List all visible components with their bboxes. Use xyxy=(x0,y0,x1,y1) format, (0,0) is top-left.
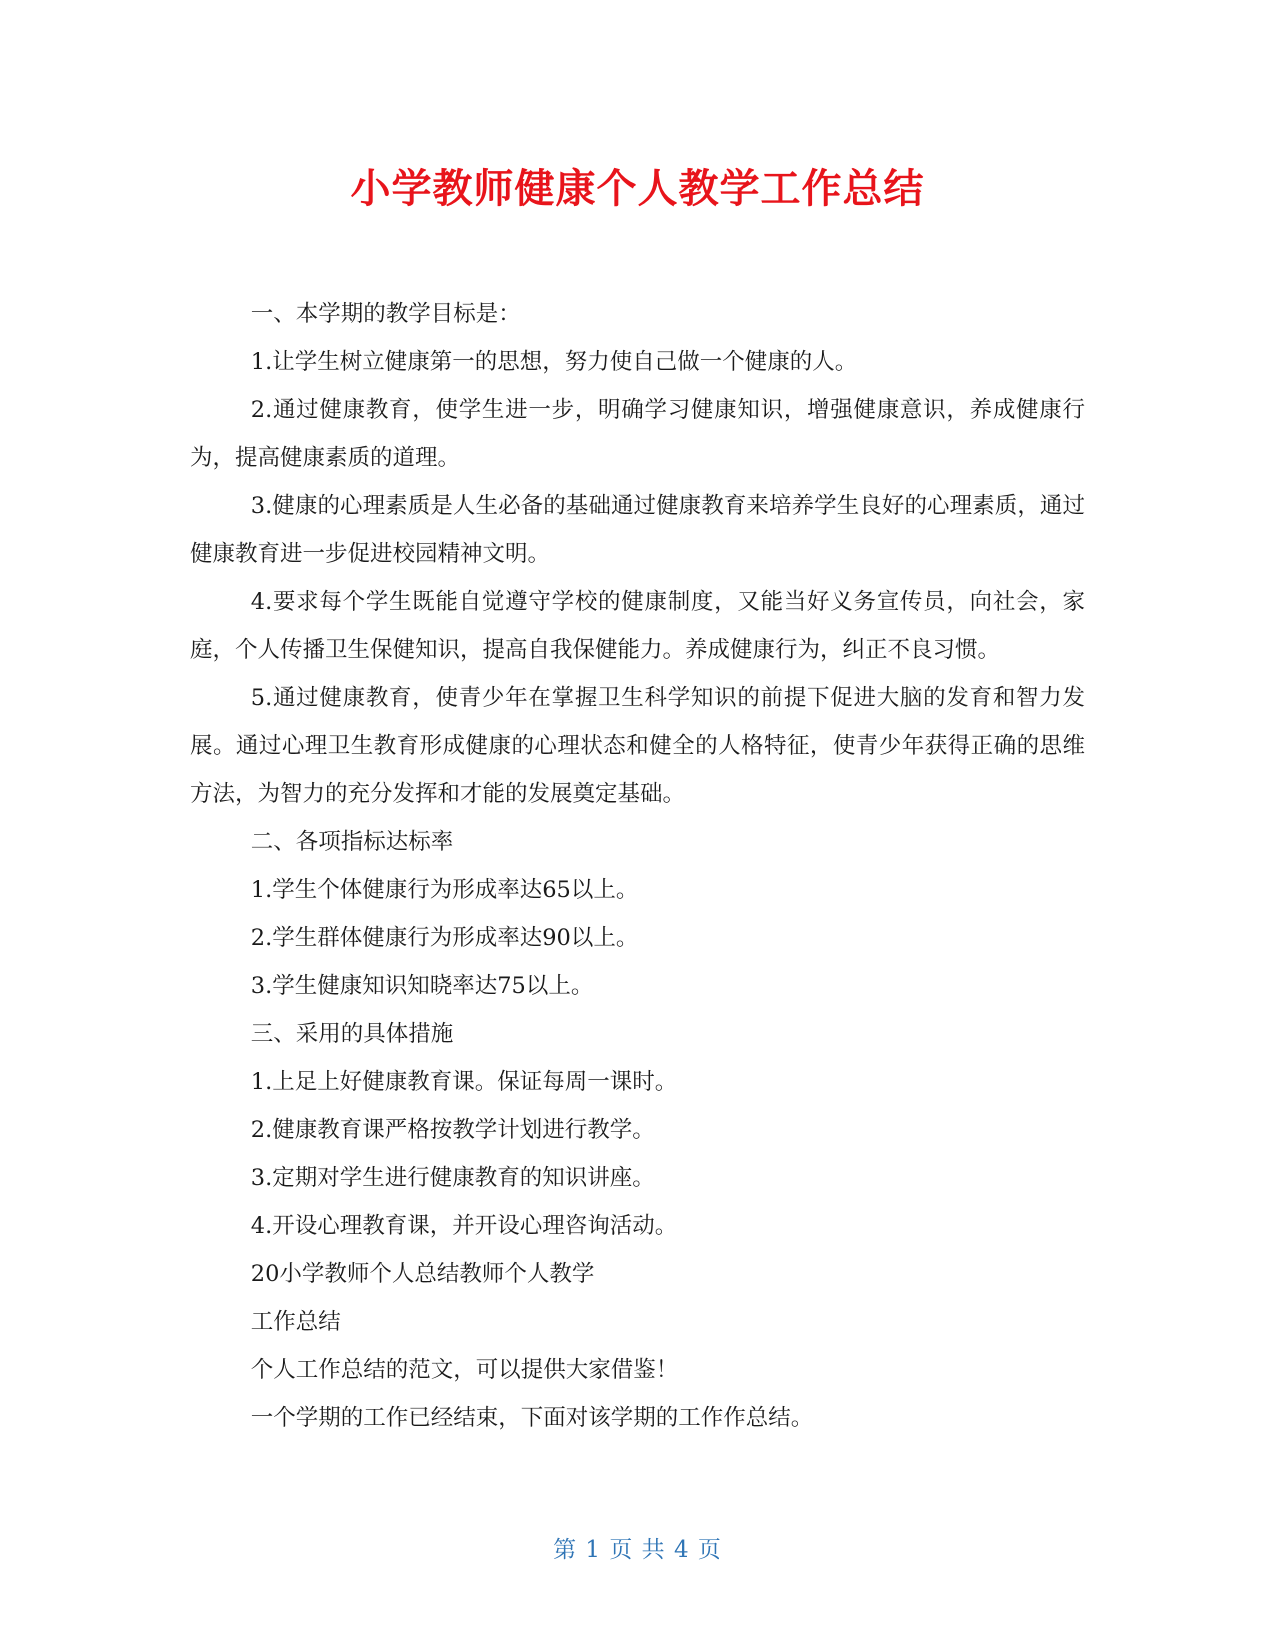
paragraph-subtitle-line-2: 工作总结 xyxy=(250,1309,341,1335)
paragraph-goal-1: 1.让学生树立健康第一的思想，努力使自己做一个健康的人。 xyxy=(250,349,858,375)
paragraph-indicator-3: 3.学生健康知识知晓率达75以上。 xyxy=(250,973,594,999)
paragraph-measure-1: 1.上足上好健康教育课。保证每周一课时。 xyxy=(250,1069,678,1095)
paragraph-indicator-1: 1.学生个体健康行为形成率达65以上。 xyxy=(250,877,639,903)
section-heading-indicators: 二、各项指标达标率 xyxy=(250,829,454,855)
paragraph-goal-4: 4.要求每个学生既能自觉遵守学校的健康制度，又能当好义务宣传员，向社会，家庭，个人传播卫生保健知识，提高自我保健能力。养成健康行为，纠正不良习惯。 xyxy=(190,589,1085,663)
paragraph-measure-4: 4.开设心理教育课，并开设心理咨询活动。 xyxy=(250,1213,678,1239)
section-heading-measures: 三、采用的具体措施 xyxy=(250,1021,454,1047)
paragraph-measure-3: 3.定期对学生进行健康教育的知识讲座。 xyxy=(250,1165,655,1191)
section-heading-goals: 一、本学期的教学目标是： xyxy=(250,301,521,327)
document-body xyxy=(190,290,1085,1442)
page-number-footer: 第 1 页 共 4 页 xyxy=(553,1537,722,1563)
paragraph-intro-2: 一个学期的工作已经结束，下面对该学期的工作作总结。 xyxy=(250,1405,814,1431)
paragraph-subtitle-line-1: 20小学教师个人总结教师个人教学 xyxy=(250,1261,595,1287)
paragraph-indicator-2: 2.学生群体健康行为形成率达90以上。 xyxy=(250,925,639,951)
document-title: 小学教师健康个人教学工作总结 xyxy=(350,166,925,212)
paragraph-goal-5: 5.通过健康教育，使青少年在掌握卫生科学知识的前提下促进大脑的发育和智力发展。通过心理卫生教育形成健康的心理状态和健全的人格特征，使青少年获得正确的思维方法，为智力的充分发挥和才能的发展奠定基础。 xyxy=(190,685,1085,807)
paragraph-intro-1: 个人工作总结的范文，可以提供大家借鉴！ xyxy=(250,1357,679,1383)
paragraph-goal-2: 2.通过健康教育，使学生进一步，明确学习健康知识，增强健康意识，养成健康行为，提高健康素质的道理。 xyxy=(190,397,1085,471)
paragraph-goal-3: 3.健康的心理素质是人生必备的基础通过健康教育来培养学生良好的心理素质，通过健康教育进一步促进校园精神文明。 xyxy=(190,493,1085,567)
paragraph-measure-2: 2.健康教育课严格按教学计划进行教学。 xyxy=(250,1117,655,1143)
